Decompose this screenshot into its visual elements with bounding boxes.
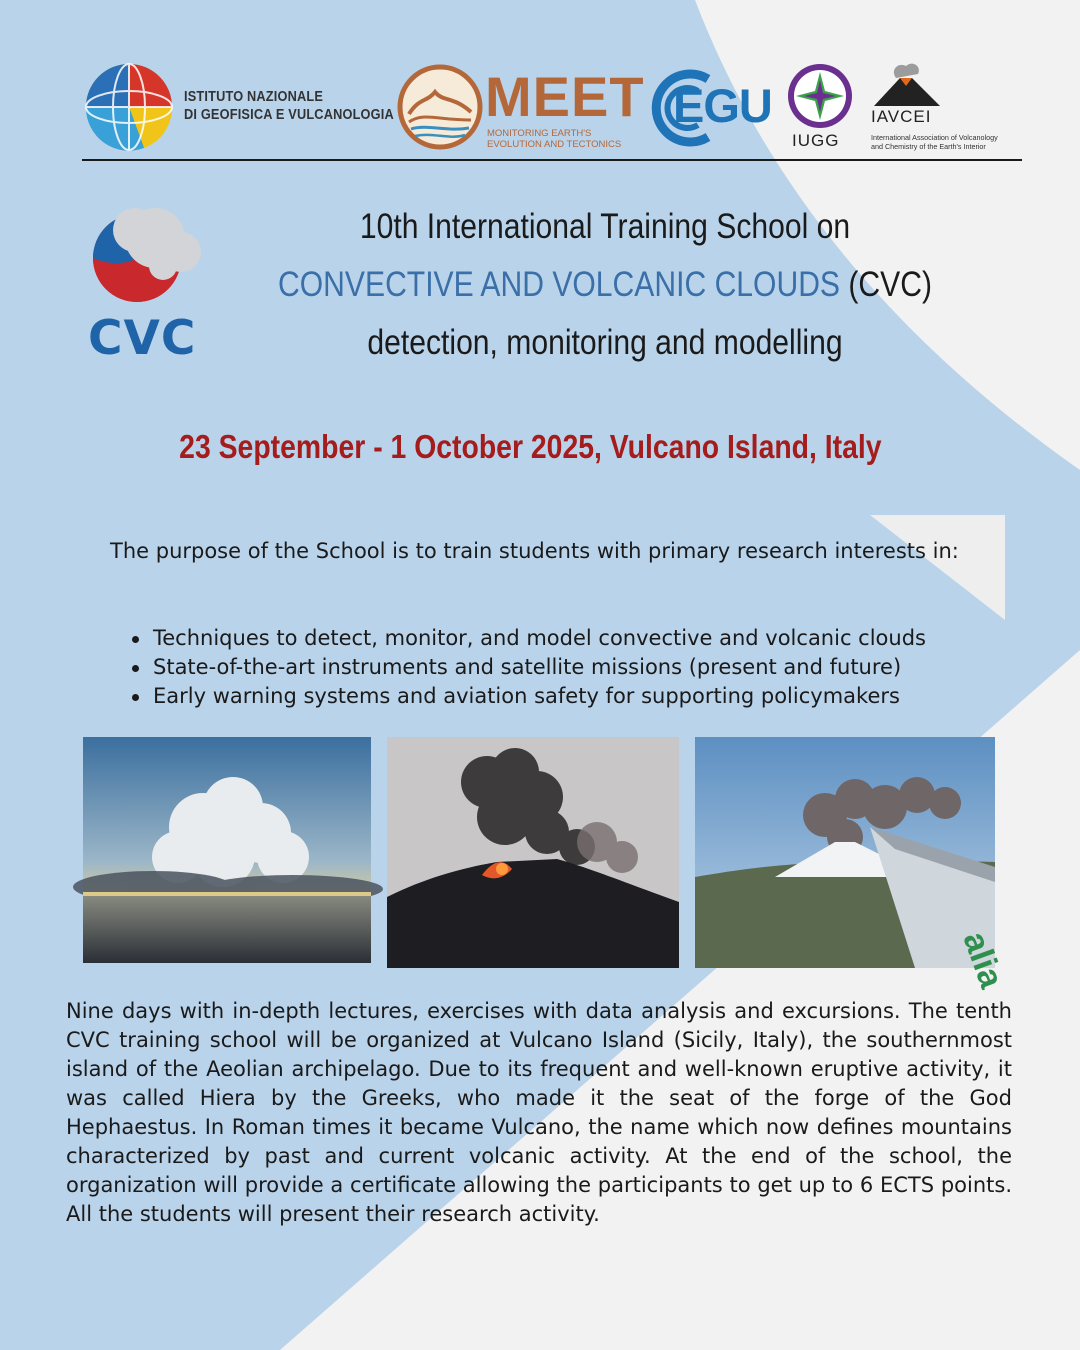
iavcei-subtitle: [871, 133, 998, 151]
bullet-icon: [132, 636, 139, 643]
title-line3: detection, monitoring and modelling: [367, 323, 843, 362]
ingv-name: [184, 88, 394, 124]
meet-word: MEET: [485, 65, 645, 128]
iugg-word: IUGG: [792, 131, 840, 150]
ingv-line2: DI GEOFISICA E VULCANOLOGIA: [184, 107, 394, 123]
meet-text: [397, 55, 645, 155]
egu-word: EGU: [673, 79, 772, 132]
list-item: [130, 653, 1010, 682]
title-line2: [265, 256, 944, 314]
title-acronym: (CVC): [840, 265, 932, 304]
list-item: [130, 624, 1010, 653]
topics-list: [130, 624, 1010, 711]
aerial-volcano-plume-photo: [695, 737, 1011, 994]
school-description: Nine days with in-depth lectures, exercises with data analysis and excursions. The tenth CVC training school will be organized at Vulcano Island (Sicily, Italy), the southernmost island of the Aeolian archipelago. Due to its frequent and well-known eruptive activity, it was called Hiera by the Greeks, who made it the seat of the forge of the God Hephaestus. In Roman times it became Vulcano, the name which now defines mountains characterized by past and current volcanic activity. At the end of the school, the organization will provide a certificate allowing the participants to get up to 6 ECTS points. All the students will present their research activity.: [66, 999, 1012, 1226]
iugg-compass-icon: [785, 62, 855, 130]
date-location-text: 23 September - 1 October 2025, Vulcano Island, Italy: [178, 428, 882, 465]
meet-sub1: MONITORING EARTH'S: [487, 128, 592, 139]
list-item: [130, 682, 1010, 711]
cvc-word: CVC: [88, 311, 197, 366]
title-line1: 10th International Training School on: [359, 207, 851, 246]
logo-divider: [82, 159, 1022, 161]
iavcei-sub2: and Chemistry of the Earth's Interior: [871, 142, 986, 151]
bullet-icon: [132, 694, 139, 701]
convective-cloud-photo: [83, 737, 371, 963]
iavcei-word: IAVCEI: [871, 107, 932, 126]
list-item-text: Techniques to detect, monitor, and model convective and volcanic clouds: [153, 626, 926, 650]
title-highlight: CONVECTIVE AND VOLCANIC CLOUDS: [278, 265, 841, 304]
ingv-line1: ISTITUTO NAZIONALE: [184, 89, 324, 105]
bullet-icon: [132, 665, 139, 672]
iavcei-sub1: International Association of Volcanology: [871, 133, 998, 142]
school-title: [210, 198, 1000, 372]
list-item-text: State-of-the-art instruments and satellite missions (present and future): [153, 655, 902, 679]
volcano-icon: [870, 60, 944, 108]
meet-subtitle: [487, 128, 621, 150]
list-item-text: Early warning systems and aviation safety for supporting policymakers: [153, 684, 900, 708]
purpose-text: The purpose of the School is to train students with primary research interests in:: [110, 539, 959, 563]
erupting-volcano-photo: [387, 737, 679, 968]
svg-text:alia: alia: [955, 926, 1011, 994]
cvc-cloud-icon: [85, 200, 205, 310]
date-location: [0, 428, 1060, 466]
globe-icon: [84, 62, 174, 152]
meet-sub2: EVOLUTION AND TECTONICS: [487, 139, 622, 150]
